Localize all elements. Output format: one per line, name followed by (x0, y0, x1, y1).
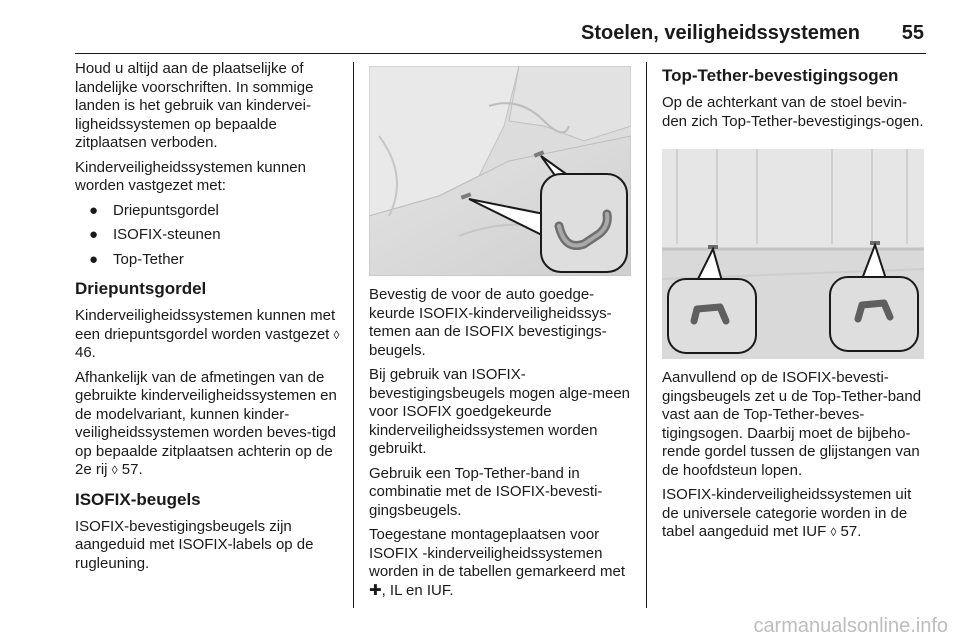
header-rule (75, 53, 926, 54)
heading-driepuntsgordel: Driepuntsgordel (75, 279, 207, 298)
paragraph-top-tether-location: Op de achterkant van de stoel bevin‐den zich Top-Tether-bevestigings‐ogen. (662, 94, 924, 130)
fixing-method-list (75, 202, 345, 270)
bullet-icon: ● (89, 201, 99, 219)
column-divider-left (353, 62, 354, 608)
column-divider-right (646, 62, 647, 608)
paragraph-three-point-belt: Kinderveiligheidssystemen kunnen met een driepuntsgordel worden vastgezet ◊ 46. (75, 307, 340, 361)
column-1 (75, 60, 345, 579)
paragraph-isofix-labels: ISOFIX-bevestigingsbeugels zijn aangeduid met ISOFIX-labels op de rugleuning. (75, 517, 314, 572)
paragraph-top-tether-band: Gebruik een Top-Tether-band in combinatie met de ISOFIX-bevesti‐gingsbeugels. (369, 464, 603, 519)
paragraph-seat-positions: Afhankelijk van de afmetingen van de gebruikte kinderveiligheidssystemen en de modelvariant, kunnen kinder‐veiligheidssystemen worden beves‐tigd op bepaalde zitplaatsen achterin op de 2e rij ◊ 57. (75, 368, 337, 478)
section-title: Stoelen, veiligheidssystemen (581, 22, 860, 44)
page-reference-icon: ◊ (111, 463, 118, 477)
isofix-bracket-illustration (369, 66, 631, 276)
page-reference[interactable]: 57. (840, 523, 862, 540)
plus-symbol-icon: ✚ (369, 581, 382, 599)
page-reference[interactable]: 57. (121, 461, 143, 478)
paragraph-approved-systems: Bij gebruik van ISOFIX-bevestigingsbeugels mogen alge‐meen voor ISOFIX goedgekeurde kinderveiligheidssystemen worden gebruikt. (369, 366, 631, 457)
list-item: ● Driepuntsgordel (89, 201, 219, 219)
paragraph-allowed-positions: Toegestane montageplaatsen voor ISOFIX -kinderveiligheidssystemen worden in de tabellen gemarkeerd met ✚, IL en IUF. (369, 526, 625, 599)
paragraph-universal-category: ISOFIX-kinderveiligheidssystemen uit de universele categorie worden in de tabel aangeduid met IUF ◊ 57. (662, 486, 912, 540)
watermark: carmanualsonline.info (753, 615, 948, 637)
paragraph-fixing-methods: Kinderveiligheidssystemen kunnen worden vastgezet met: (75, 158, 306, 194)
heading-isofix-beugels: ISOFIX-beugels (75, 489, 201, 509)
list-item: ● Top-Tether (89, 250, 184, 268)
page-number: 55 (901, 22, 924, 44)
column-2 (369, 66, 637, 606)
page-reference[interactable]: 46. (75, 344, 96, 361)
page-reference-icon: ◊ (333, 327, 340, 342)
paragraph-attach-isofix: Bevestig de voor de auto goedge‐keurde ISOFIX-kinderveiligheidssys‐temen aan de ISOFIX bevestigings‐beugels. (369, 286, 612, 359)
heading-top-tether-eyes: Top-Tether-bevestigingsogen (662, 66, 899, 85)
bullet-icon: ● (89, 226, 99, 243)
bullet-icon: ● (89, 250, 99, 268)
paragraph-local-rules: Houd u altijd aan de plaatselijke of landelijke voorschriften. In sommige landen is het gebruik van kindervei‐ligheidssystemen op bepaalde zitplaatsen verboden. (75, 60, 314, 151)
list-item: ● ISOFIX-steunen (89, 226, 221, 243)
paragraph-attach-top-tether: Aanvullend op de ISOFIX-bevesti‐gingsbeugels zet u de Top-Tether-band vast aan de Top-Tether-beves‐tigingsogen. Daarbij moet de bijbeho‐rende gordel tussen de glijstangen van de hoofdsteun lopen. (662, 369, 922, 479)
column-3 (662, 60, 928, 548)
page-reference-icon: ◊ (830, 525, 837, 539)
top-tether-eyes-illustration (662, 149, 924, 359)
